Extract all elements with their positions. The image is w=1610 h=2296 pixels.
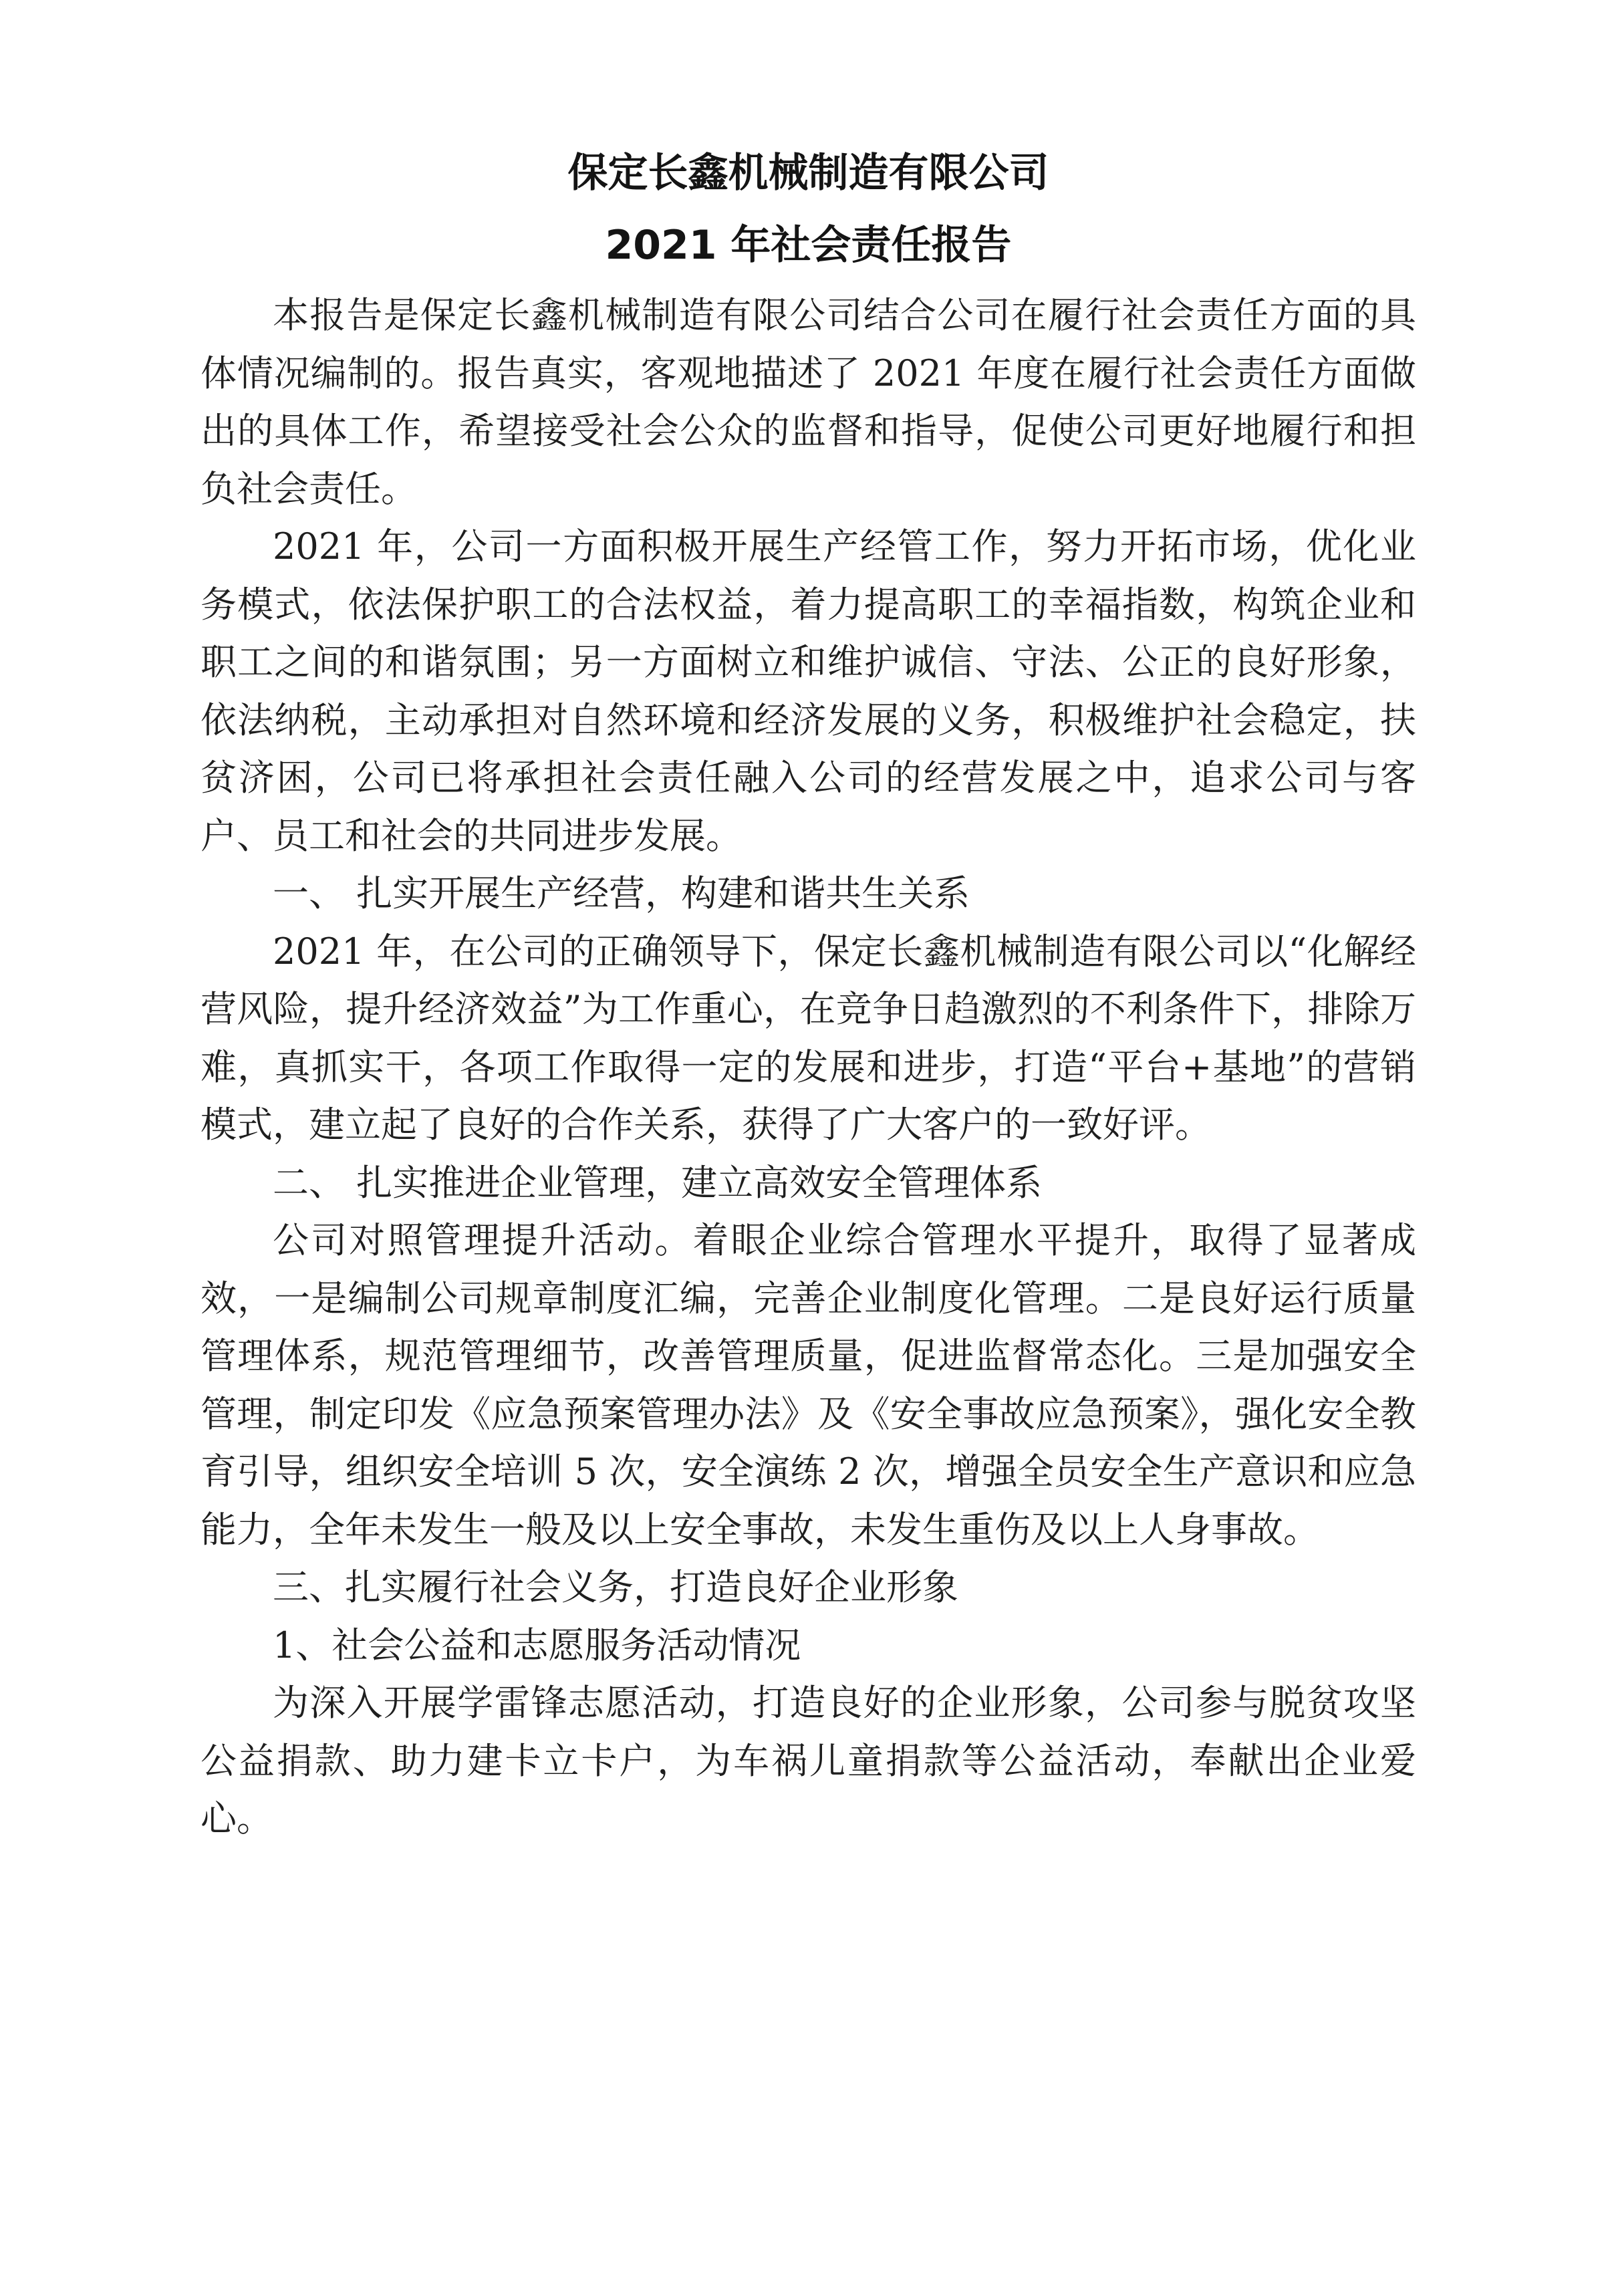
section-heading-1: 一、 扎实开展生产经营，构建和谐共生关系 — [273, 872, 970, 914]
section-heading-2: 二、 扎实推进企业管理，建立高效安全管理体系 — [273, 1161, 1043, 1204]
document-title: 保定长鑫机械制造有限公司 — [567, 150, 1049, 197]
section-2-paragraph: 公司对照管理提升活动。着眼企业综合管理水平提升，取得了显著成效，一是编制公司规章制度汇编，完善企业制度化管理。二是良好运行质量管理体系，规范管理细节，改善管理质量，促进监督常态化。三是加强安全管理，制定印发《应急预案管理办法》及《安全事故应急预案》，强化安全教育引导，组织安全培训 5 次，安全演练 2 次，增强全员安全生产意识和应急能力，全年未发生一般及以上安全事故，未发生重伤及以上人身事故。 — [200, 1219, 1416, 1551]
section-1-paragraph: 2021 年，在公司的正确领导下，保定长鑫机械制造有限公司以“化解经营风险，提升经济效益”为工作重心，在竞争日趋激烈的不利条件下，排除万难，真抓实干，各项工作取得一定的发展和进步，打造“平台+基地”的营销模式，建立起了良好的合作关系，获得了广大客户的一致好评。 — [200, 930, 1416, 1146]
document-subtitle: 2021 年社会责任报告 — [605, 222, 1012, 269]
subsection-heading-3-1: 1、社会公益和志愿服务活动情况 — [273, 1624, 801, 1666]
section-heading-3: 三、扎实履行社会义务，打造良好企业形象 — [273, 1566, 958, 1608]
subsection-3-1-paragraph: 为深入开展学雷锋志愿活动，打造良好的企业形象，公司参与脱贫攻坚公益捐款、助力建卡立卡户，为车祸儿童捐款等公益活动，奉献出企业爱心。 — [200, 1682, 1416, 1839]
intro-paragraph: 本报告是保定长鑫机械制造有限公司结合公司在履行社会责任方面的具体情况编制的。报告真实，客观地描述了 2021 年度在履行社会责任方面做出的具体工作，希望接受社会公众的监督和指导，促使公司更好地履行和担负社会责任。 — [200, 294, 1416, 510]
overview-paragraph: 2021 年，公司一方面积极开展生产经管工作，努力开拓市场，优化业务模式，依法保护职工的合法权益，着力提高职工的幸福指数，构筑企业和职工之间的和谐氛围；另一方面树立和维护诚信、守法、公正的良好形象，依法纳税，主动承担对自然环境和经济发展的义务，积极维护社会稳定，扶贫济困，公司已将承担社会责任融入公司的经营发展之中，追求公司与客户、员工和社会的共同进步发展。 — [200, 525, 1416, 857]
